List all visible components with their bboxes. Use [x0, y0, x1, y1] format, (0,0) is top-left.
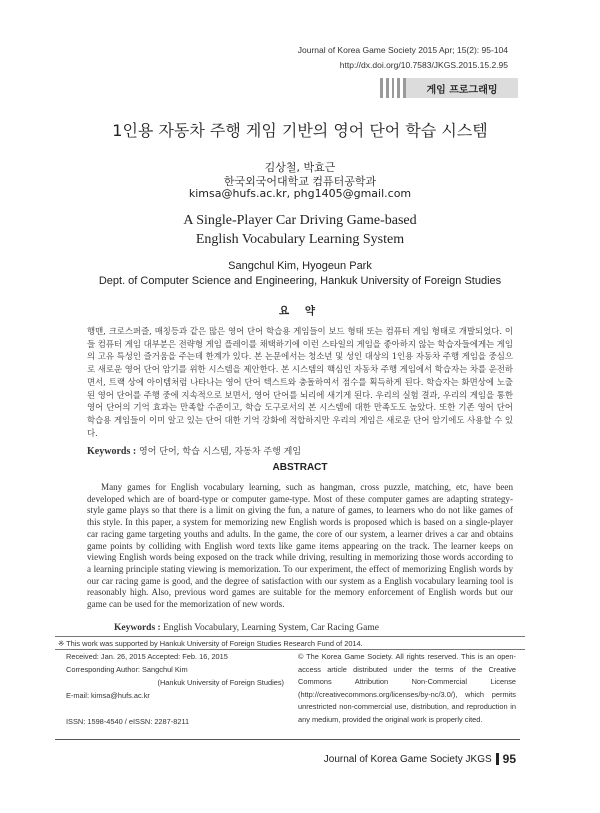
keywords-english-text: English Vocabulary, Learning System, Car Racing Game	[163, 623, 379, 633]
abstract-english: Many games for English vocabulary learning, such as hangman, cross puzzle, matching, etc, have been developed which are of board-type or computer game-type. Most of these computer games are adapting strategy-style game plays so that there is a limit on giving the fun, a nature of games, to learners who do not like games of this style. In this paper, a system for memorizing new English words is proposed which is based on a single-player car racing game targeting youths and adults. In the game, the core of our system, a learner drives a car and obtains game points by colliding with English word texts like game items appearing on the track. The learner keeps on viewing English words being exposed on the track while driving, resulting in memorizing those words according to a learning principle stating viewing is memorization. To our experiment, the effect of memorizing English words by our car racing game is good, and the degree of satisfaction with our system as a English vocabulary learning tool is reasonably high. Also, previous word games are suitable for the memory enforcement of English words but our game can be used for the memorization of new words.	[87, 482, 513, 610]
keywords-english	[114, 623, 379, 633]
authors-korean: 김상철, 박효근	[264, 161, 336, 174]
category-banner	[380, 78, 518, 98]
page-number: 95	[502, 752, 516, 766]
page-footer	[324, 752, 516, 766]
contact-email: E-mail: kimsa@hufs.ac.kr	[66, 691, 150, 700]
footer-separator	[496, 753, 499, 765]
footer-rule	[55, 739, 520, 740]
title-korean: 1인용 자동차 주행 게임 기반의 영어 단어 학습 시스템	[112, 121, 488, 140]
abstract-english-heading: ABSTRACT	[272, 462, 328, 473]
journal-citation: Journal of Korea Game Society 2015 Apr; 15(2): 95-104	[297, 45, 508, 55]
corresponding-affiliation: (Hankuk University of Foreign Studies)	[157, 678, 284, 687]
license-text: © The Korea Game Society. All rights reserved. This is an open-access article distributed under the terms of the Creative Commons Attribution Non-Commercial License (http://creativecommons.org/licenses/by-nc/3.0/), which permits unrestricted non-commercial use, distribution, and reproduction in any medium, provided the original work is properly cited.	[298, 652, 516, 724]
divider-top	[55, 636, 525, 637]
affiliation-korean: 한국외국어대학교 컴퓨터공학과	[223, 175, 377, 188]
doi-link[interactable]: http://dx.doi.org/10.7583/JKGS.2015.15.2.95	[339, 60, 508, 70]
keywords-korean	[87, 444, 301, 457]
keywords-korean-label: Keywords :	[87, 446, 137, 457]
category-label: 게임 프로그래밍	[406, 78, 518, 98]
corresponding-author: Corresponding Author: Sangchul Kim	[66, 665, 188, 674]
footer-journal: Journal of Korea Game Society JKGS	[323, 753, 492, 765]
keywords-korean-text: 영어 단어, 학습 시스템, 자동차 주행 게임	[139, 447, 302, 457]
funding-note: ※ This work was supported by Hankuk University of Foreign Studies Research Fund of 2014.	[58, 639, 363, 648]
affiliation-english: Dept. of Computer Science and Engineering, Hankuk University of Foreign Studies	[98, 275, 502, 287]
issn: ISSN: 1598-4540 / eISSN: 2287-8211	[66, 717, 190, 726]
keywords-english-label: Keywords :	[114, 623, 161, 633]
abstract-korean-heading: 요 약	[279, 305, 321, 317]
received-dates: Received: Jan. 26, 2015 Accepted: Feb. 16, 2015	[66, 652, 228, 661]
title-english: A Single-Player Car Driving Game-based English Vocabulary Learning System	[183, 213, 417, 247]
divider-bottom	[55, 649, 525, 650]
category-stripes	[380, 78, 406, 98]
authors-english: Sangchul Kim, Hyogeun Park	[228, 260, 372, 272]
abstract-korean: 행맨, 크로스퍼즐, 매칭등과 같은 많은 영어 단어 학습용 게임들이 보드 형태 또는 컴퓨터 게임 형태로 개발되었다. 이들 컴퓨터 게임 대부분은 전략형 게임 플레이를 채택하기에 이런 스타일의 게임을 좋아하지 않는 학습자들에게는 게임의 고유 특성인 즐거움을 주는데 한계가 있다. 본 논문에서는 청소년 및 성인 대상의 1인용 자동차 주행 게임을 중심으로 새로운 영어 단어 암기를 위한 시스템을 제안한다. 본 시스템의 핵심인 자동차 주행 게임에서 학습자는 차를 운전하면서, 트랙 상에 아이템처럼 나타나는 영어 단어 텍스트와 충돌하여서 점수를 획득하게 된다. 학습자는 화면상에 노출된 영어 단어를 주행 중에 지속적으로 보면서, 영어 단어를 뇌리에 새기게 된다. 우리의 실험 결과, 우리의 게임을 통한 영어 단어의 기억 효과는 만족할 수준이고, 학습 도구로서의 본 시스템에 대한 만족도도 높았다. 또한 기존 영어 단어 학습용 게임들이 이미 알고 있는 단어 대한 기억 강화에 적합하지만 우리의 게임은 새로운 단어 암기에도 사용할 수 있다.	[87, 326, 513, 438]
author-emails: kimsa@hufs.ac.kr, phg1405@gmail.com	[188, 187, 412, 200]
